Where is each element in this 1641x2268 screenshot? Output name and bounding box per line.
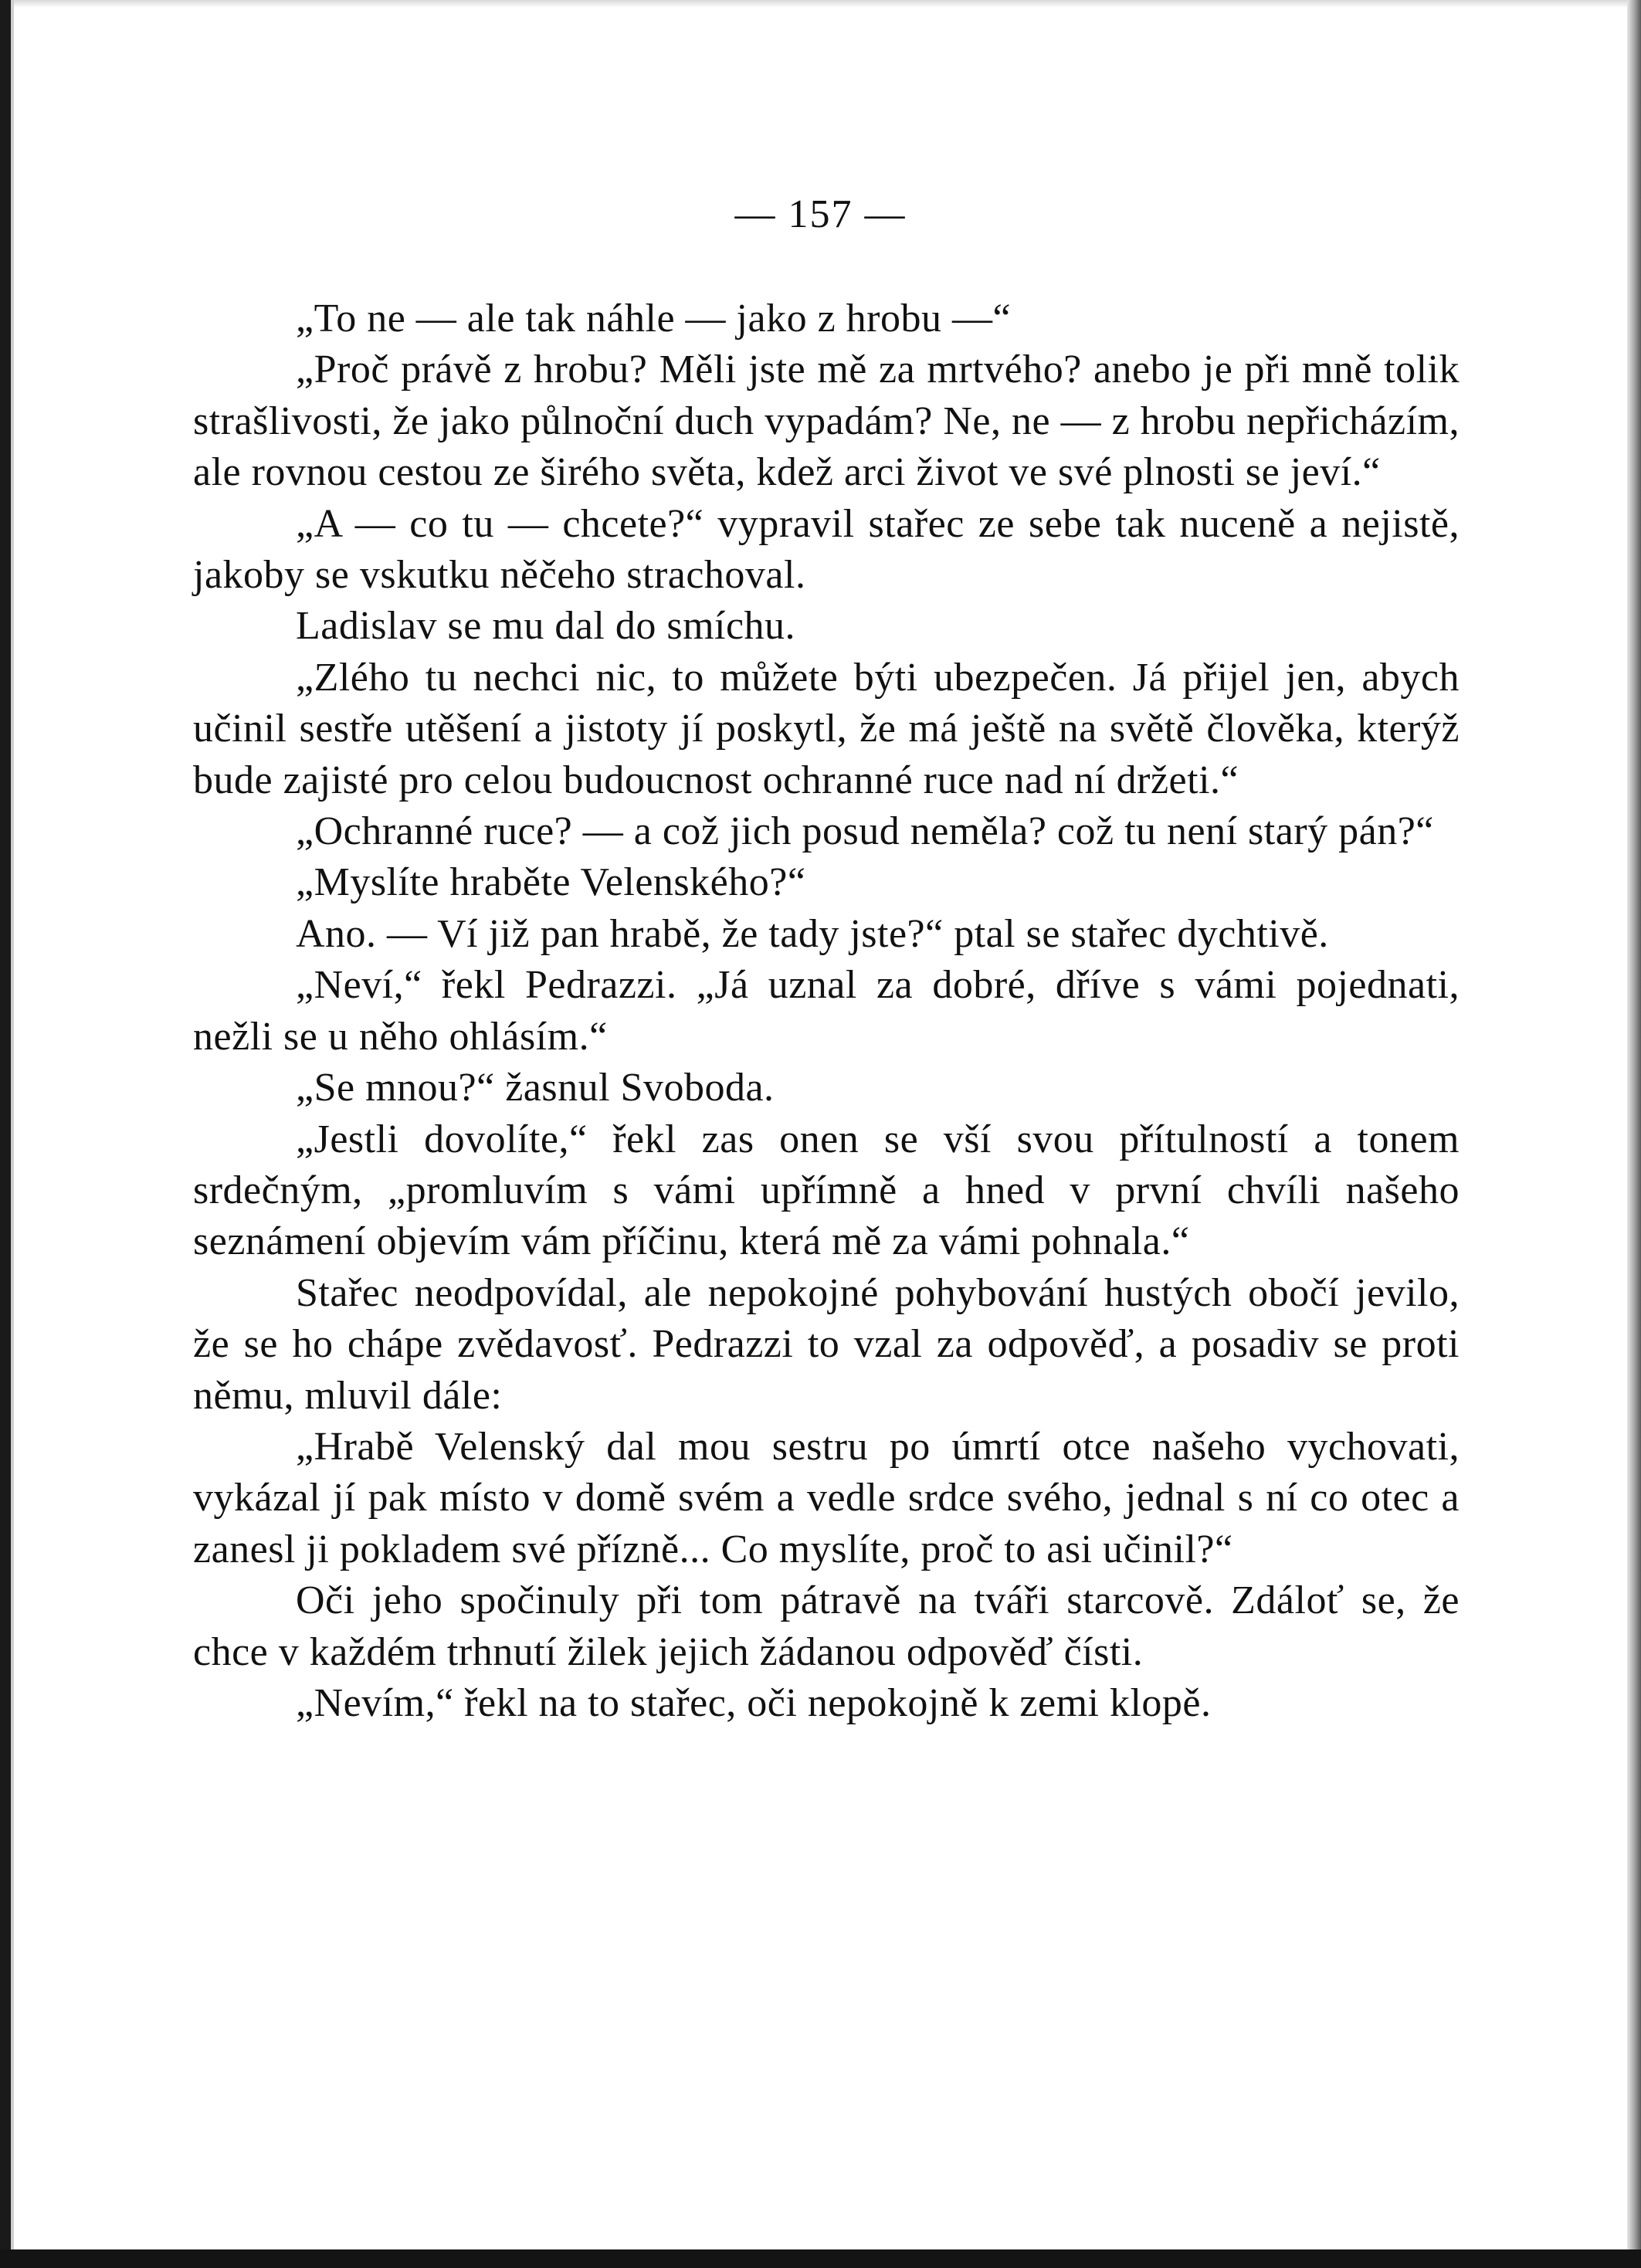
paragraph: „Nevím,“ řekl na to stařec, oči nepokojně k zemi klopě. <box>296 1680 1212 1725</box>
paragraph: „Neví,“ řekl Pedrazzi. „Já uznal za dobré, dříve s vámi pojednati, nežli se u něho ohlásím.“ <box>193 963 1460 1059</box>
paragraph: „Se mnou?“ žasnul Svoboda. <box>296 1066 775 1110</box>
paragraph: Ano. — Ví již pan hrabě, že tady jste?“ ptal se stařec dychtivě. <box>296 911 1329 956</box>
paragraph: „Proč právě z hrobu? Měli jste mě za mrtvého? anebo je při mně tolik strašlivosti, že jako půlnoční duch vypadám? Ne, ne — z hrobu nepřicházím, ale rovnou cestou ze širého světa, kdež arci život ve své plnosti se jeví.“ <box>193 347 1460 495</box>
page-number: — 157 — <box>734 192 907 236</box>
body-text <box>193 293 1460 1729</box>
paragraph: „A — co tu — chcete?“ vypravil stařec ze sebe tak nuceně a nejistě, jakoby se vskutku něčeho strachoval. <box>193 501 1460 598</box>
scan-bottom-edge <box>0 2249 1641 2268</box>
paragraph: „Zlého tu nechci nic, to můžete býti ubezpečen. Já přijel jen, abych učinil sestře utěšení a jistoty jí poskytl, že má ještě na světě člověka, kterýž bude zajisté pro celou budoucnost ochranné ruce nad ní držeti.“ <box>193 655 1460 802</box>
scan-top-edge <box>0 0 1641 8</box>
paragraph: „To ne — ale tak náhle — jako z hrobu —“ <box>296 297 1012 341</box>
scan-left-edge <box>0 0 11 2268</box>
paragraph: Oči jeho spočinuly při tom pátravě na tváři starcově. Zdáloť se, že chce v každém trhnutí žilek jejich žádanou odpověď čísti. <box>193 1578 1460 1674</box>
paragraph: Ladislav se mu dal do smíchu. <box>296 604 796 649</box>
paragraph: „Hrabě Velenský dal mou sestru po úmrtí otce našeho vychovati, vykázal jí pak místo v domě svém a vedle srdce svého, jednal s ní co otec a zanesl ji pokladem své přízně... Co myslíte, proč to asi učinil?“ <box>193 1424 1460 1571</box>
scan-left-margin <box>11 0 14 2268</box>
scan-right-edge <box>1627 0 1641 2268</box>
paragraph: „Ochranné ruce? — a což jich posud neměla? což tu není starý pán?“ <box>296 809 1434 854</box>
paragraph: „Jestli dovolíte,“ řekl zas onen se vší svou přítulností a tonem srdečným, „promluvím s vámi upřímně a hned v první chvíli našeho seznámení objevím vám příčinu, která mě za vámi pohnala.“ <box>193 1117 1460 1264</box>
paragraph: Stařec neodpovídal, ale nepokojné pohybování hustých obočí jevilo, že se ho chápe zvědavosť. Pedrazzi to vzal za odpověď, a posadiv se proti němu, mluvil dále: <box>193 1270 1460 1418</box>
paragraph: „Myslíte hraběte Velenského?“ <box>296 860 806 905</box>
